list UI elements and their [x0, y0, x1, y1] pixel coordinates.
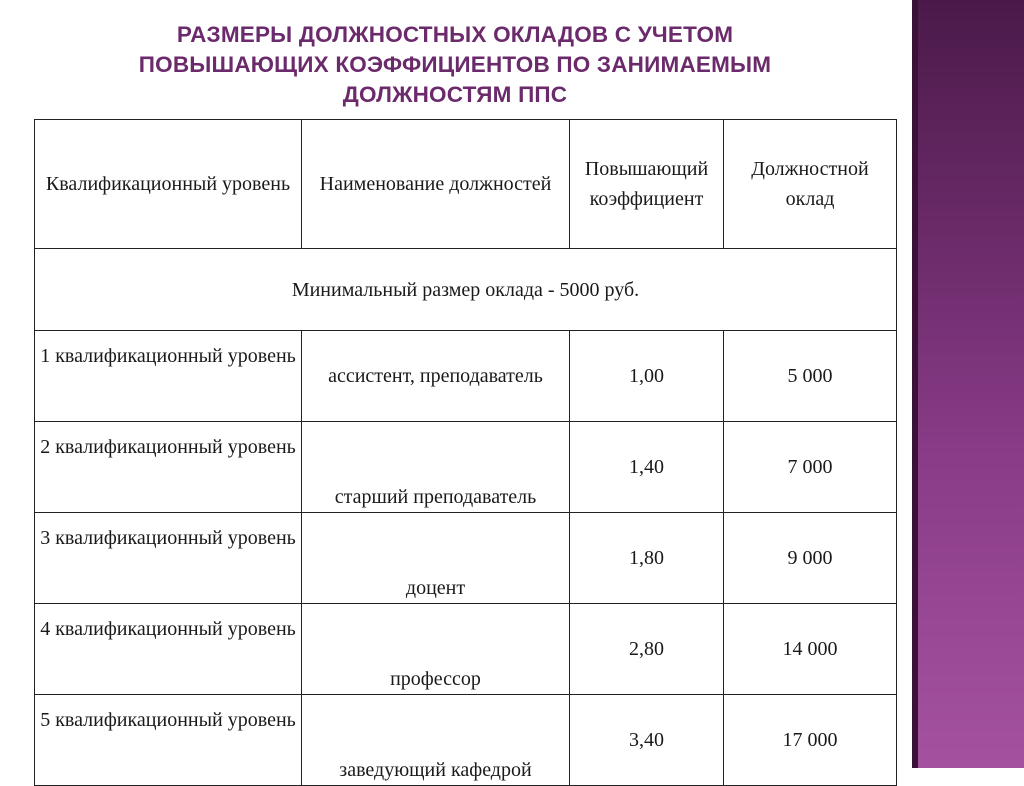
level-cell: 1 квалификационный уровень — [35, 331, 302, 422]
min-salary-cell: Минимальный размер оклада - 5000 руб. — [35, 249, 897, 331]
table-row — [35, 695, 897, 786]
table-row — [35, 513, 897, 604]
coefficient-cell: 3,40 — [570, 695, 724, 786]
decorative-side-band — [912, 0, 1024, 768]
header-salary: Должностной оклад — [724, 120, 897, 249]
title-line-2: ПОВЫШАЮЩИХ КОЭФФИЦИЕНТОВ ПО ЗАНИМАЕМЫМ — [138, 52, 772, 77]
coefficient-cell: 2,80 — [570, 604, 724, 695]
table-row — [35, 422, 897, 513]
coefficient-cell: 1,80 — [570, 513, 724, 604]
header-row — [35, 120, 897, 249]
salary-cell: 5 000 — [724, 331, 897, 422]
level-cell: 5 квалификационный уровень — [35, 695, 302, 786]
salary-cell: 9 000 — [724, 513, 897, 604]
level-cell: 2 квалификационный уровень — [35, 422, 302, 513]
title-line-3: ДОЛЖНОСТЯМ ППС — [342, 82, 568, 107]
level-cell: 4 квалификационный уровень — [35, 604, 302, 695]
table-row — [35, 331, 897, 422]
salary-cell: 14 000 — [724, 604, 897, 695]
header-coefficient: Повышающий коэффициент — [570, 120, 724, 249]
slide-title — [60, 20, 850, 110]
header-level: Квалификационный уровень — [35, 120, 302, 249]
position-cell: профессор — [302, 604, 570, 695]
level-cell: 3 квалификационный уровень — [35, 513, 302, 604]
min-salary-row — [35, 249, 897, 331]
salary-cell: 17 000 — [724, 695, 897, 786]
position-cell: старший преподаватель — [302, 422, 570, 513]
header-position: Наименование должностей — [302, 120, 570, 249]
salary-table — [34, 119, 897, 786]
coefficient-cell: 1,40 — [570, 422, 724, 513]
coefficient-cell: 1,00 — [570, 331, 724, 422]
salary-cell: 7 000 — [724, 422, 897, 513]
position-cell: доцент — [302, 513, 570, 604]
title-line-1: РАЗМЕРЫ ДОЛЖНОСТНЫХ ОКЛАДОВ С УЧЕТОМ — [176, 22, 734, 47]
position-cell: ассистент, преподаватель — [302, 331, 570, 422]
table-row — [35, 604, 897, 695]
position-cell: заведующий кафедрой — [302, 695, 570, 786]
